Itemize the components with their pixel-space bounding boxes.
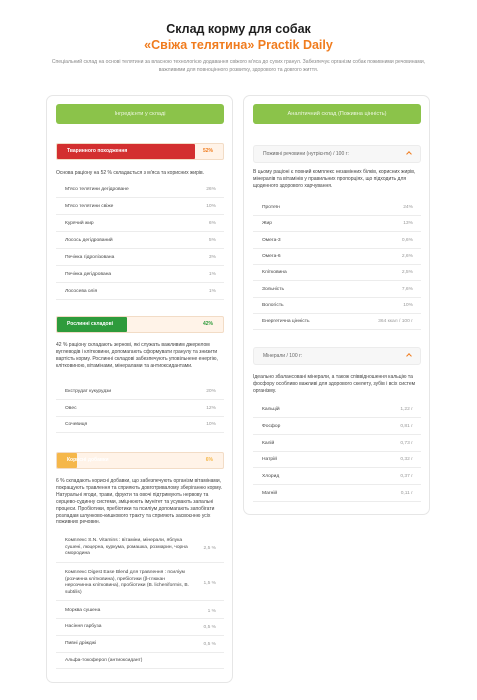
row-value: 20%	[206, 389, 216, 394]
row-value: 5%	[208, 238, 216, 243]
minerals-title: Мінерали / 100 г:	[263, 353, 303, 359]
row-value: 2,5%	[401, 270, 413, 276]
row-value: 0,73 г	[400, 440, 413, 446]
row-label: Печінка дегідрована	[65, 272, 112, 277]
useful-additives-label: Корисні добавки	[67, 457, 109, 463]
table-row	[253, 249, 421, 265]
useful-additives-value: 6%	[205, 457, 213, 463]
row-value: 12%	[206, 405, 216, 411]
table-row	[56, 384, 224, 400]
row-value: 1,22 г	[400, 407, 413, 412]
row-value: 0,32 г	[400, 457, 413, 463]
animal-origin-value: 52%	[202, 148, 213, 154]
plant-components-value: 42%	[202, 321, 213, 327]
row-value: 3%	[208, 255, 216, 260]
row-label: Печінка гідролізована	[65, 255, 115, 260]
row-label: Екструдат кукурудзи	[65, 389, 112, 394]
row-value: 1 %	[207, 608, 216, 614]
plant-components-bar	[56, 316, 224, 333]
row-label: Комплекс S.N. Vitamins : вітаміни, мінерали, яблука сушені, люцерна, куркума, ромашка, розмарин, чорна смородина	[65, 538, 188, 556]
animal-origin-label: Тваринного походження	[67, 148, 128, 154]
table-row	[56, 603, 224, 619]
table-row	[253, 216, 421, 232]
row-label: Курячий жир	[65, 221, 94, 226]
animal-origin-bar	[56, 143, 224, 160]
row-label: Хлорид	[262, 474, 280, 480]
row-value: 0,5 %	[203, 642, 216, 647]
row-value: 1,5 %	[203, 580, 216, 586]
plant-components-desc: 42 % раціону складають зернові, які служать важливим джерелом вуглеводів і клітковини, допомагають сформувати гранулу та знизити вартість корму. Рослинні складові забезпечують уповільнене енергію, клітковиною, вітамінами, мінералами та антиоксидантами.	[56, 342, 218, 369]
page-title: Склад корму для собак	[166, 22, 311, 36]
table-row	[253, 469, 421, 485]
row-label: Зольність	[262, 286, 284, 292]
row-label: Протеїн	[262, 205, 280, 210]
row-label: Лососева олія	[65, 289, 98, 294]
row-value: 10%	[206, 204, 216, 209]
minerals-desc: Ідеально збалансовані мінерали, а також співвідношення кальцію та фосфору особливо важливі для здорового скелету, зубів і всіх систем організму.	[253, 374, 416, 394]
ingredients-header: Інгредієнти у складі	[56, 104, 224, 124]
table-row	[253, 419, 421, 435]
plant-components-label: Рослинні складові	[67, 321, 114, 327]
row-label: Комплекс Digest Ease Blend для травлення : псиліум (розчинна клітковина), пребіотики (β-глюкан нерозчинна клітковина), пробіотики (B. licheniformis, B. subtilis)	[65, 570, 189, 595]
table-row	[253, 314, 421, 330]
page-subtitle: «Свіжа телятина» Practik Daily	[144, 38, 333, 52]
row-label: М'ясо телятини дегідроване	[65, 187, 129, 192]
row-label: Сочевиця	[65, 422, 88, 427]
table-row	[56, 199, 224, 215]
table-row	[56, 417, 224, 433]
table-row	[253, 452, 421, 468]
row-label: Жир	[262, 221, 272, 227]
row-label: Фосфор	[262, 423, 281, 429]
row-label: Омега-6	[262, 253, 281, 259]
row-label: Морква сушена	[65, 607, 101, 613]
table-row	[253, 436, 421, 452]
row-value: 1%	[208, 272, 216, 277]
chevron-up-icon	[406, 353, 412, 359]
row-value: 0,37 г	[400, 474, 413, 480]
row-value: 10%	[403, 302, 413, 308]
useful-additives-bar	[56, 452, 224, 469]
row-label: Калій	[262, 440, 275, 446]
table-row	[56, 565, 224, 601]
row-label: Альфа-токоферол (антиоксидант)	[65, 657, 143, 663]
row-value: 2,6%	[401, 253, 413, 259]
row-label: Натрій	[262, 457, 277, 463]
table-row	[253, 298, 421, 314]
row-label: Клітковина	[262, 270, 287, 276]
animal-origin-desc: Основа раціону на 52 % складається з м'яса та корисних жирів.	[56, 170, 205, 176]
table-row	[56, 653, 224, 669]
row-label: Кальцій	[262, 407, 280, 412]
table-row	[253, 200, 421, 216]
row-label: Омега-3	[262, 237, 281, 243]
table-row	[56, 636, 224, 653]
row-label: Лосось дегідрований	[65, 238, 113, 243]
table-row	[56, 401, 224, 417]
row-value: 0,5 %	[203, 625, 216, 630]
table-row	[56, 533, 224, 563]
table-row	[253, 282, 421, 298]
row-value: 13%	[403, 221, 413, 227]
row-value: 364 ккал / 100 г	[378, 319, 413, 325]
useful-additives-desc: 6 % складають корисні добавки, що забезпечують організм вітамінами, покращують травлення та сприяють довготривалому зберіганню корму. Натуральні ягоди, трави, фрукти та овочі підтримують нервову та серцево-судинну системи, зміцнюють імунітет та усувають запальні процеси. Пробіотики, пребіотики та псиліум допомагають запобігати розладам шлунково-кишкового тракту та сприяють засвоєнню усіх поживних речовин.	[56, 478, 223, 526]
row-value: 6%	[208, 221, 216, 226]
row-value: 1%	[208, 289, 216, 294]
table-row	[56, 619, 224, 636]
analytical-header: Аналітичний склад (Поживна цінність)	[253, 104, 421, 124]
row-value: 0,81 г	[400, 423, 413, 429]
ingredients-card	[46, 95, 233, 683]
analytical-card	[243, 95, 430, 515]
table-row	[253, 233, 421, 249]
table-row	[56, 233, 224, 249]
row-value: 2,5 %	[203, 545, 216, 551]
nutrients-accordion[interactable]	[253, 145, 421, 163]
row-label: М'ясо телятини свіже	[65, 204, 114, 209]
intro-text: Спеціальний склад на основі телятини за власною технологією додавання свіжого м'яса до сухих гранул. Забезпечує організм собак поживними речовинами, важливими для повноцінного розвитку, здорового та довгого життя.	[51, 59, 426, 73]
row-label: Вологість	[262, 302, 284, 308]
chevron-up-icon	[406, 151, 412, 157]
table-row	[253, 486, 421, 502]
minerals-accordion[interactable]	[253, 347, 421, 365]
table-row	[56, 267, 224, 283]
row-value: 0,11 г	[400, 491, 413, 496]
row-value: 0,6%	[401, 237, 413, 243]
table-row	[253, 402, 421, 418]
nutrients-title: Поживні речовини (нутрієнти) / 100 г:	[263, 151, 349, 157]
table-row	[56, 182, 224, 198]
nutrients-desc: В цьому раціоні є повний комплекс незамінних білків, корисних жирів, мінералів та вітамінів у правильних пропорціях, що підходить для щоденного здорового харчування.	[253, 169, 416, 189]
row-label: Енергетична цінність	[262, 319, 310, 325]
row-label: Пивні дріжджі	[65, 641, 97, 646]
row-label: Овес	[65, 405, 77, 411]
table-row	[56, 284, 224, 300]
row-label: Насіння гарбуза	[65, 624, 102, 629]
row-value: 24%	[403, 205, 413, 210]
row-value: 10%	[206, 422, 216, 427]
row-value: 7,6%	[401, 286, 413, 292]
row-label: Магній	[262, 491, 278, 496]
table-row	[56, 250, 224, 266]
row-value: 26%	[206, 187, 216, 192]
table-row	[253, 265, 421, 281]
table-row	[56, 216, 224, 232]
